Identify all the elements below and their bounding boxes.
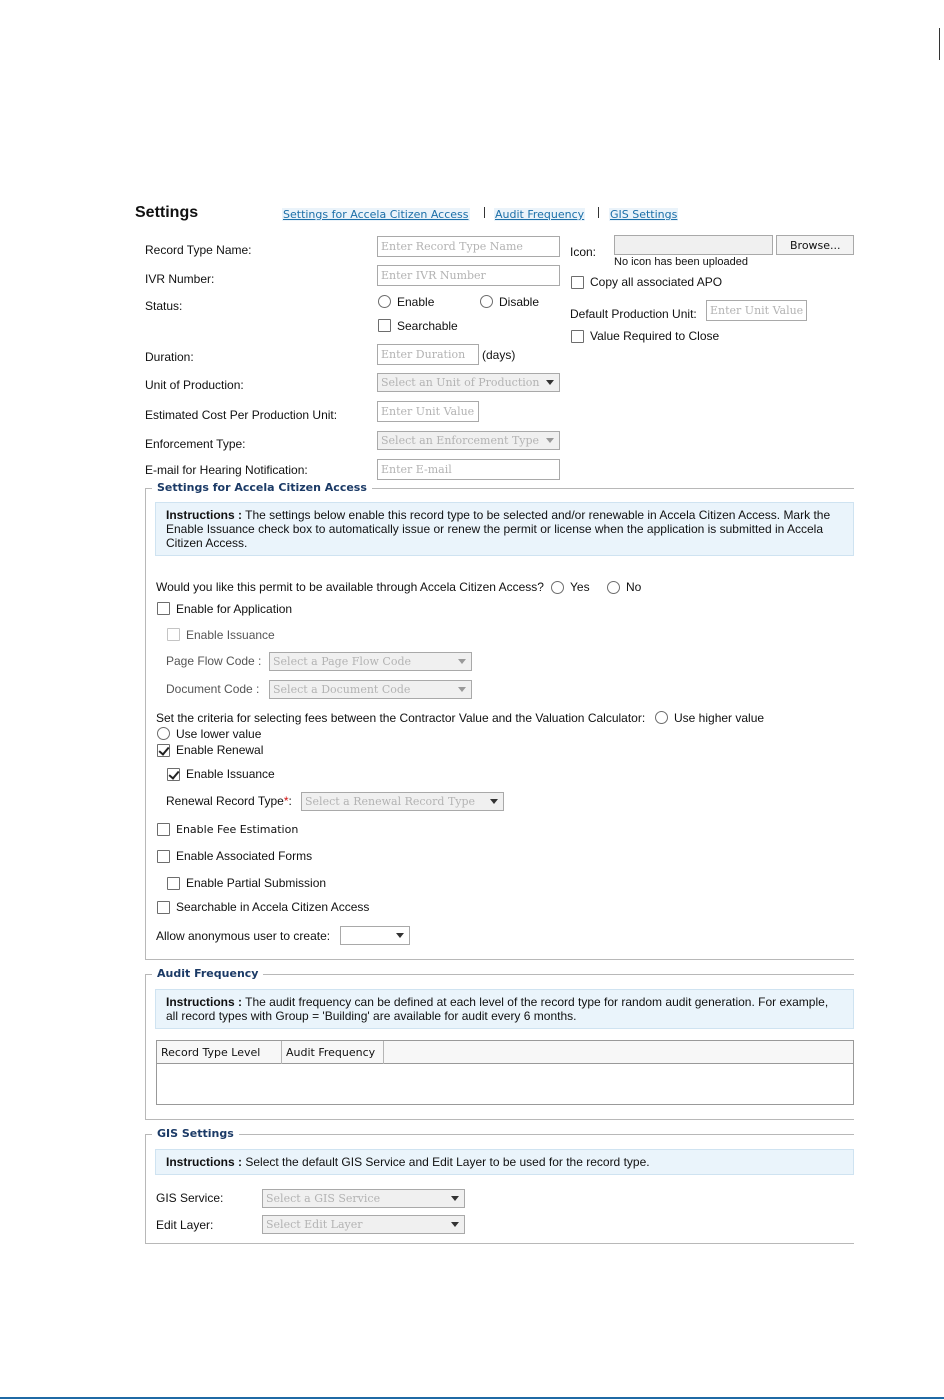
browse-button[interactable]: Browse...: [776, 235, 854, 255]
gis-instructions-text: Select the default GIS Service and Edit Layer to be used for the record type.: [242, 1155, 650, 1169]
audit-instructions-label: Instructions :: [166, 995, 243, 1009]
renewal-colon: :: [288, 794, 292, 808]
record-type-name-input[interactable]: Enter Record Type Name: [377, 236, 560, 257]
record-type-name-label: Record Type Name:: [145, 243, 252, 257]
enable-associated-forms-label: Enable Associated Forms: [176, 849, 313, 863]
icon-status-text: No icon has been uploaded: [614, 256, 748, 268]
copy-apo-label: Copy all associated APO: [590, 275, 723, 289]
searchable-aca-label: Searchable in Accela Citizen Access: [176, 900, 370, 914]
audit-legend: Audit Frequency: [152, 967, 263, 980]
aca-instructions-label: Instructions :: [166, 508, 243, 522]
anonymous-user-label: Allow anonymous user to create:: [156, 929, 331, 943]
enable-application-checkbox[interactable]: [157, 602, 170, 615]
gis-instructions-label: Instructions :: [166, 1155, 243, 1169]
audit-table-header: [157, 1041, 853, 1064]
status-disable-radio[interactable]: [480, 295, 493, 308]
audit-instructions: [155, 989, 854, 1029]
use-higher-radio[interactable]: [655, 711, 668, 724]
icon-label: Icon:: [570, 245, 597, 259]
chevron-down-icon: [490, 799, 498, 804]
aca-availability-question: Would you like this permit to be available through Accela Citizen Access?: [156, 580, 544, 594]
enforcement-type-value: Select an Enforcement Type: [381, 434, 540, 447]
enable-renewal-checkbox[interactable]: [157, 744, 170, 757]
page-title: Settings: [135, 204, 199, 221]
enable-issuance-app-label: Enable Issuance: [186, 628, 275, 642]
use-lower-radio[interactable]: [157, 727, 170, 740]
chevron-down-icon: [396, 933, 404, 938]
footer-rule: [0, 1397, 944, 1399]
estimated-cost-label: Estimated Cost Per Production Unit:: [145, 408, 338, 422]
gis-service-label: GIS Service:: [156, 1191, 224, 1205]
link-settings-aca[interactable]: Settings for Accela Citizen Access: [283, 208, 469, 221]
chevron-down-icon: [546, 380, 554, 385]
unit-of-production-label: Unit of Production:: [145, 378, 244, 392]
gis-instructions: [155, 1149, 854, 1175]
required-mark: *: [283, 794, 289, 808]
email-hearing-input[interactable]: Enter E-mail: [377, 459, 560, 480]
renewal-record-type-value: Select a Renewal Record Type: [305, 795, 476, 808]
document-code-select[interactable]: [269, 680, 472, 699]
link-gis-settings[interactable]: GIS Settings: [610, 208, 678, 221]
gis-service-select[interactable]: [262, 1189, 465, 1208]
enable-renewal-label: Enable Renewal: [176, 743, 264, 757]
gis-legend: GIS Settings: [152, 1127, 239, 1140]
default-production-unit-input[interactable]: Enter Unit Value: [706, 300, 807, 321]
enable-fee-estimation-checkbox[interactable]: [157, 823, 170, 836]
page-edge-marker: [939, 28, 940, 60]
aca-legend: Settings for Accela Citizen Access: [152, 481, 372, 494]
link-audit-frequency[interactable]: Audit Frequency: [495, 208, 585, 221]
fee-criteria-text: Set the criteria for selecting fees between the Contractor Value and the Valuation Calculator:: [156, 711, 646, 725]
document-code-label: Document Code :: [166, 682, 260, 696]
value-required-label: Value Required to Close: [590, 329, 720, 343]
status-label: Status:: [145, 299, 183, 313]
edit-layer-value: Select Edit Layer: [266, 1218, 363, 1231]
page-flow-code-select[interactable]: [269, 652, 472, 671]
column-audit-frequency[interactable]: Audit Frequency: [282, 1041, 384, 1064]
aca-yes-radio[interactable]: [551, 581, 564, 594]
enable-issuance-app-checkbox[interactable]: [167, 628, 180, 641]
use-lower-label: Use lower value: [176, 727, 262, 741]
enforcement-type-select[interactable]: [377, 431, 560, 450]
value-required-checkbox[interactable]: [571, 330, 584, 343]
gis-service-value: Select a GIS Service: [266, 1192, 381, 1205]
renewal-record-type-text: Renewal Record Type: [166, 794, 284, 808]
enforcement-type-label: Enforcement Type:: [145, 437, 246, 451]
enable-associated-forms-checkbox[interactable]: [157, 850, 170, 863]
duration-input[interactable]: Enter Duration: [377, 344, 479, 365]
chevron-down-icon: [546, 438, 554, 443]
page-flow-code-value: Select a Page Flow Code: [273, 655, 411, 668]
email-hearing-label: E-mail for Hearing Notification:: [145, 463, 308, 477]
copy-apo-checkbox[interactable]: [571, 276, 584, 289]
unit-of-production-select[interactable]: [377, 373, 560, 392]
enable-issuance-renewal-checkbox[interactable]: [167, 768, 180, 781]
searchable-checkbox[interactable]: [378, 319, 391, 332]
column-record-type-level[interactable]: Record Type Level: [157, 1041, 282, 1064]
page-flow-code-label: Page Flow Code :: [166, 654, 262, 668]
link-separator: [598, 207, 599, 218]
enable-partial-submission-label: Enable Partial Submission: [186, 876, 327, 890]
renewal-record-type-label: [166, 794, 292, 808]
status-enable-radio[interactable]: [378, 295, 391, 308]
aca-instructions-text: The settings below enable this record type to be selected and/or renewable in Accela Citizen Access. Mark the Enable Issuance check box to automatically issue or renew the permit or license when the application is submitted in Accela Citizen Access.: [166, 508, 831, 550]
duration-label: Duration:: [145, 350, 194, 364]
icon-file-input[interactable]: [614, 235, 773, 255]
ivr-number-input[interactable]: Enter IVR Number: [377, 265, 560, 286]
enable-application-label: Enable for Application: [176, 602, 293, 616]
default-production-unit-label: Default Production Unit:: [570, 307, 697, 321]
link-separator: [484, 207, 485, 218]
aca-no-label: No: [626, 580, 642, 594]
status-disable-label: Disable: [499, 295, 540, 309]
chevron-down-icon: [458, 659, 466, 664]
chevron-down-icon: [451, 1222, 459, 1227]
estimated-cost-input[interactable]: Enter Unit Value: [377, 401, 479, 422]
aca-instructions: [155, 502, 854, 556]
searchable-label: Searchable: [397, 319, 458, 333]
audit-table: [156, 1040, 854, 1105]
ivr-number-label: IVR Number:: [145, 272, 215, 286]
aca-yes-label: Yes: [570, 580, 590, 594]
use-higher-label: Use higher value: [674, 711, 765, 725]
edit-layer-label: Edit Layer:: [156, 1218, 214, 1232]
audit-instructions-text: The audit frequency can be defined at each level of the record type for random audit generation. For example, all record types with Group = 'Building' are available for audit every 6 months.: [166, 995, 829, 1023]
enable-fee-estimation-label: Enable Fee Estimation: [176, 823, 299, 836]
enable-issuance-renewal-label: Enable Issuance: [186, 767, 275, 781]
unit-of-production-value: Select an Unit of Production: [381, 376, 540, 389]
aca-no-radio[interactable]: [607, 581, 620, 594]
anonymous-user-select[interactable]: [340, 926, 410, 945]
edit-layer-select[interactable]: [262, 1215, 465, 1234]
status-enable-label: Enable: [397, 295, 435, 309]
searchable-aca-checkbox[interactable]: [157, 901, 170, 914]
chevron-down-icon: [451, 1196, 459, 1201]
enable-partial-submission-checkbox[interactable]: [167, 877, 180, 890]
chevron-down-icon: [458, 687, 466, 692]
duration-suffix: (days): [482, 348, 516, 362]
renewal-record-type-select[interactable]: [301, 792, 504, 811]
document-code-value: Select a Document Code: [273, 683, 411, 696]
